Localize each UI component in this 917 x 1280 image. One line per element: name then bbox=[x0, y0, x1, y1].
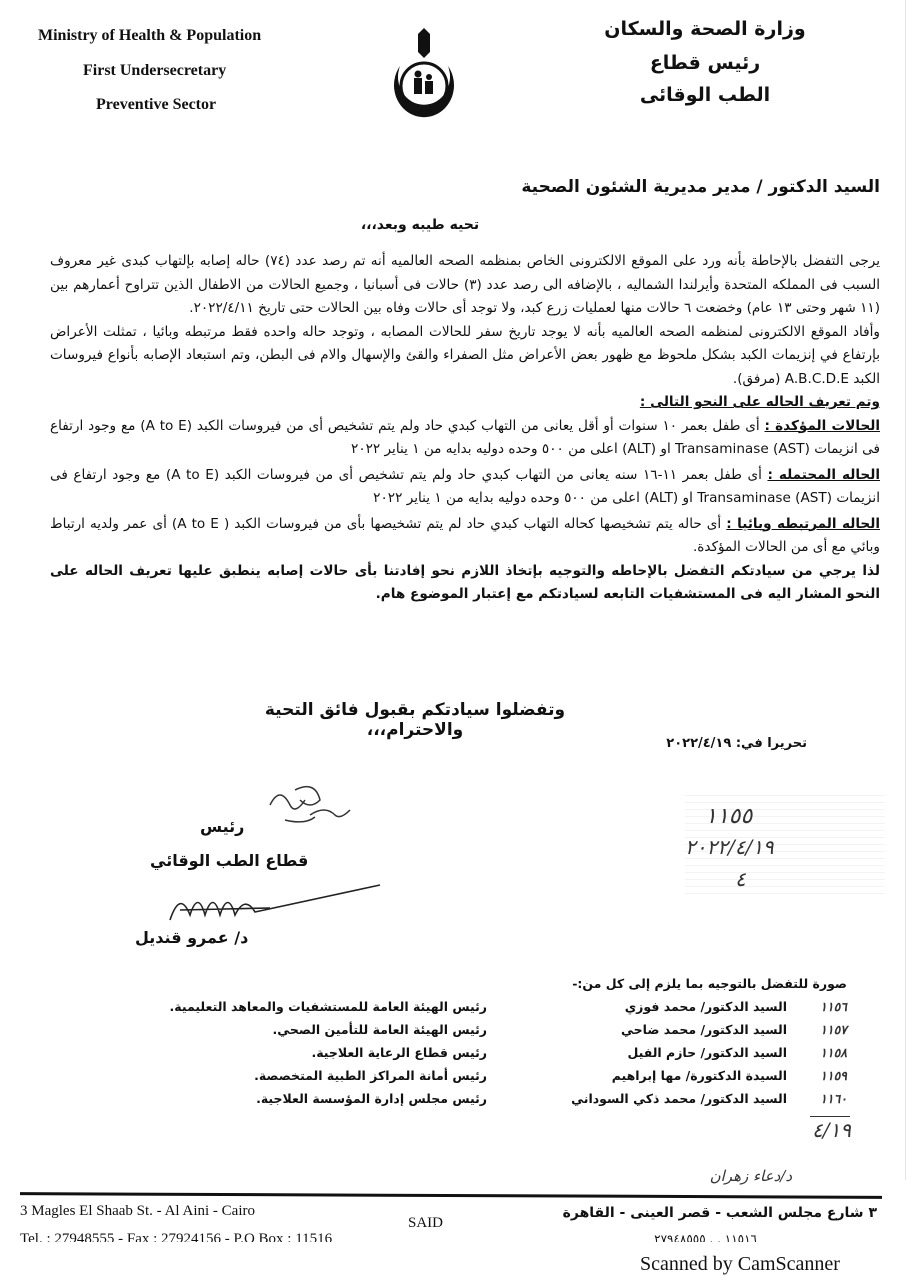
definition-epi-linked bbox=[50, 513, 880, 560]
definitions-heading-text: وتم تعريف الحاله على النحو التالى : bbox=[639, 394, 880, 410]
definition-text: أى حاله يتم تشخيصها كحاله التهاب كبدي حاد لم يتم تشخيصها بأى من فيروسات الكبد ( A to E) أى عمر ولديه ارتباط وبائي مع أى من الحالات المؤكدة. bbox=[50, 515, 880, 555]
cc-recipient bbox=[517, 995, 847, 1018]
header-en-line1: Ministry of Health & Population bbox=[38, 27, 262, 44]
paragraph-2: وأفاد الموقع الالكترونى لمنظمه الصحه العالميه بأنه لا يوجد تاريخ سفر للحالات المصابه ، وتوجد حاله واحده فقط مرتبطه وبائيا ، تمثلت الأعراض بإرتفاع في إنزيمات الكبد بشكل ملحوظ مع ظهور بعض الأعراض مثل الصفراء والقئ والإسهال والام فى البطن، وتم استبعاد الإصابه بأنواع فيروسات الكبد A.B.C.D.E (مرفق). bbox=[50, 323, 880, 387]
footer-mid: SAID bbox=[408, 1215, 444, 1231]
footer-address-en: 3 Magles El Shaab St. - Al Aini - Cairo bbox=[20, 1203, 255, 1219]
cc-other: رئيس الهيئة العامة للتأمين الصحي. bbox=[272, 1022, 487, 1037]
cc-name: السيد الدكتور/ محمد ذكي السوداني bbox=[571, 1091, 787, 1106]
cc-recipient bbox=[517, 1064, 847, 1087]
cc-name: السيدة الدكتورة/ مها إبراهيم bbox=[611, 1068, 787, 1083]
cc-other: رئيس مجلس إدارة المؤسسة العلاجية. bbox=[256, 1091, 487, 1106]
cc-number: ١١٦٠ bbox=[820, 1091, 847, 1106]
signature-name: د/ عمرو قنديل bbox=[135, 928, 249, 947]
definition-term: الحاله المحتمله : bbox=[767, 466, 880, 483]
stamp-number: ١١٥٥ bbox=[705, 804, 753, 829]
cc-recipient bbox=[517, 1041, 847, 1064]
cc-name: السيد الدكتور/ محمد فوزي bbox=[624, 999, 787, 1014]
addressee: السيد الدكتور / مدير مديرية الشئون الصحية bbox=[521, 177, 880, 197]
ministry-logo bbox=[380, 26, 468, 126]
footer-contact-ar: ١١٥١٦ . . ٢٧٩٤٨٥٥٥ bbox=[654, 1232, 757, 1242]
definition-text: أى طفل بعمر ١٠ سنوات أو أقل يعانى من التهاب كبدي حاد ولم يتم تشخيص أى من فيروسات الكبد (A to E) مع وجود ارتفاع فى انزيمات Transaminase (AST) او (ALT) اعلى من ٥٠٠ وحده دوليه بدايه من ١ يناير ٢٠٢٢ bbox=[50, 417, 880, 457]
header-ar-line1: وزارة الصحة والسكان bbox=[604, 18, 806, 40]
stamp-area bbox=[685, 790, 885, 900]
cc-number: ١١٥٨ bbox=[820, 1045, 847, 1060]
cc-recipient bbox=[517, 1087, 847, 1110]
request-paragraph: لذا يرجي من سيادتكم التفضل بالإحاطه والتوجيه بإتخاذ اللازم نحو إفادتنا بأى حالات إصابه ينطبق عليها تعريف الحاله على النحو المشار اليه فى المستشفيات التابعه لسيادتكم مع إعتبار الموضوع هام. bbox=[50, 562, 880, 602]
letter-body bbox=[50, 250, 880, 607]
header-ar-line3: الطب الوقائى bbox=[639, 84, 771, 106]
cc-recipient bbox=[517, 1018, 847, 1041]
cc-others-list bbox=[170, 995, 487, 1110]
cc-other: رئيس الهيئة العامة للمستشفيات والمعاهد التعليمية. bbox=[169, 999, 487, 1014]
cc-other: رئيس أمانة المراكز الطبية المتخصصة. bbox=[254, 1068, 487, 1083]
definitions-heading bbox=[50, 391, 880, 415]
cc-recipient-list bbox=[517, 995, 847, 1110]
footer-contact-en: Tel. : 27948555 - Fax : 27924156 - P.O Box : 11516 bbox=[20, 1231, 333, 1242]
signature-scribble bbox=[150, 880, 390, 930]
handwritten-note: د/دعاء زهران bbox=[709, 1167, 792, 1185]
definition-term: الحاله المرتبطه وبائيا : bbox=[726, 515, 880, 532]
cc-number: ١١٥٧ bbox=[820, 1022, 847, 1037]
definition-probable bbox=[50, 464, 880, 511]
cc-date-note: ٤/١٩ bbox=[812, 1118, 851, 1142]
page-edge bbox=[905, 0, 906, 1180]
signature-title: رئيس bbox=[200, 817, 245, 836]
header-en-line3: Preventive Sector bbox=[96, 96, 217, 113]
cc-underline bbox=[810, 1116, 850, 1117]
definition-term: الحالات المؤكدة : bbox=[764, 417, 880, 434]
stamp-extra: ٤ bbox=[735, 867, 746, 891]
paragraph-1: يرجى التفضل بالإحاطة بأنه ورد على الموقع الالكترونى الخاص بمنظمه الصحه العالميه أنه تم رصد عدد (٧٤) حاله إصابه بإلتهاب كبدى غير معروف السبب فى المملكه المتحدة وأيرلندا الشماليه ، بالإضافه الى رصد عدد (٣) حالات فى أسبانيا ، وجميع الحالات من الاطفال الذين تتراوح أعمارهم بين (١١ شهر وحتى ١٣ عام) وخضعت ٦ حالات منها لعمليات زرع كبد، ولا توجد أى حالات وفاه بين الحالات حتى تاريخ ٢٠٢٢/٤/١١. bbox=[50, 253, 881, 316]
cc-name: السيد الدكتور/ محمد ضاحي bbox=[620, 1022, 787, 1037]
footer-rule bbox=[20, 1192, 882, 1199]
header-ar-line2: رئيس قطاع bbox=[649, 52, 761, 74]
cc-other: رئيس قطاع الرعاية العلاجية. bbox=[311, 1045, 487, 1060]
handwritten-annotation bbox=[250, 775, 360, 835]
closing: وتفضلوا سيادتكم بقبول فائق التحية والاحترام،،، bbox=[264, 700, 566, 740]
footer-address-ar: ٣ شارع مجلس الشعب - قصر العينى - القاهرة bbox=[562, 1205, 877, 1221]
header-en-line2: First Undersecretary bbox=[83, 62, 227, 79]
cc-number: ١١٥٩ bbox=[820, 1068, 847, 1083]
date: تحريرا في: ٢٠٢٢/٤/١٩ bbox=[666, 736, 807, 751]
definition-confirmed bbox=[50, 415, 880, 462]
cc-heading: صورة للتفضل بالتوجيه بما يلزم إلى كل من:- bbox=[572, 976, 847, 991]
signature-sector: قطاع الطب الوقائي bbox=[150, 851, 309, 870]
cc-number: ١١٥٦ bbox=[820, 999, 847, 1014]
stamp-date: ٢٠٢٢/٤/١٩ bbox=[685, 835, 774, 859]
camscanner-watermark: Scanned by CamScanner bbox=[640, 1253, 840, 1275]
cc-name: السيد الدكتور/ حازم الفيل bbox=[627, 1045, 787, 1060]
definition-text: أى طفل بعمر ١١-١٦ سنه يعانى من التهاب كبدي حاد ولم يتم تشخيص أى من فيروسات الكبد (A to E) مع وجود ارتفاع فى انزيمات Transaminase (AST) او (ALT) اعلى من ٥٠٠ وحده دوليه بدايه من ١ يناير ٢٠٢٢ bbox=[50, 466, 880, 506]
greeting: تحيه طيبه وبعد،،، bbox=[360, 217, 480, 233]
